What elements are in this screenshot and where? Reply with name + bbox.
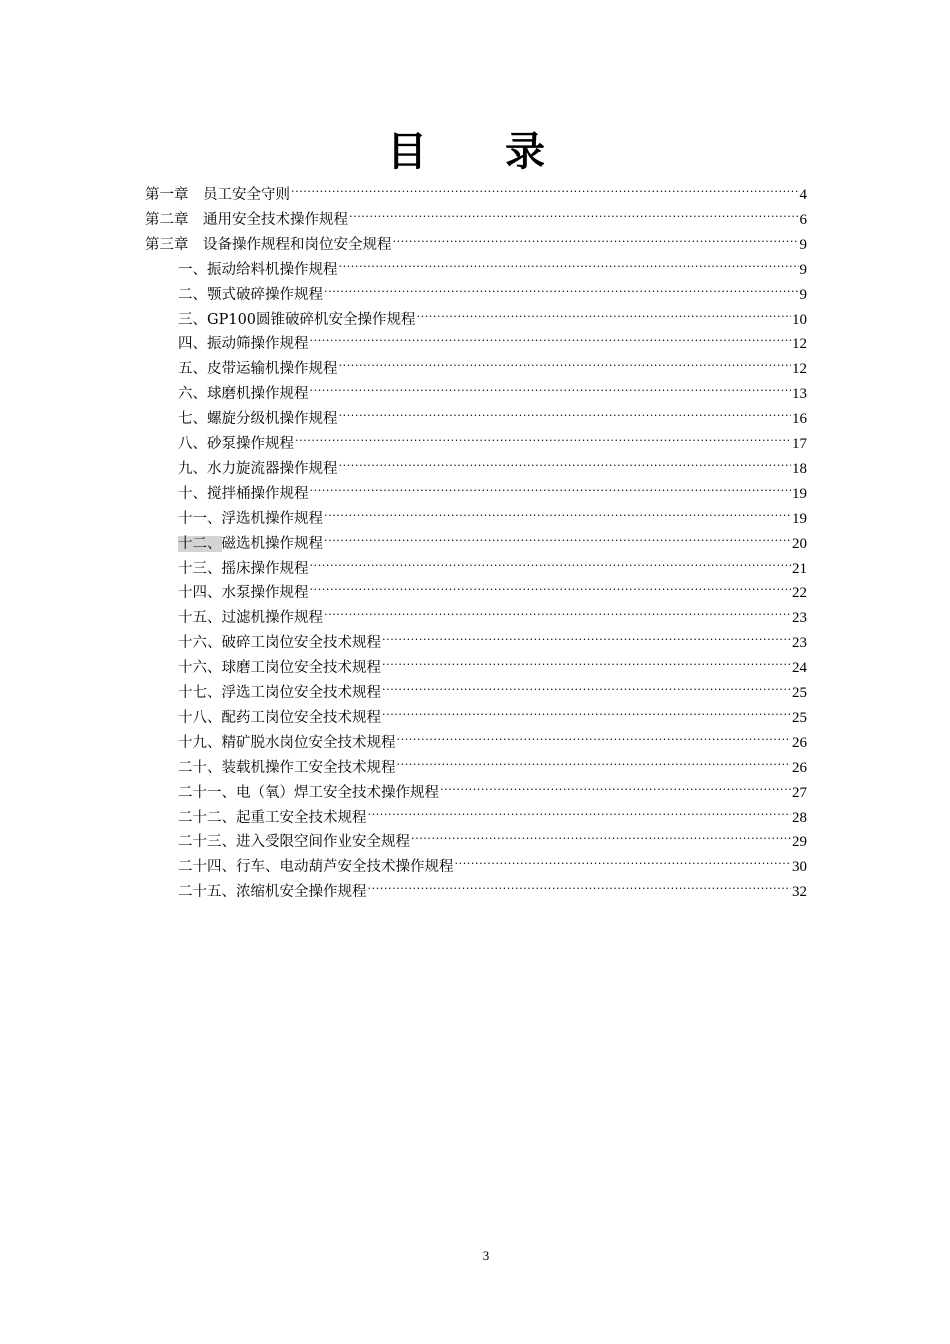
toc-entry-text: 砂泵操作规程	[207, 436, 294, 452]
toc-entry[interactable]	[178, 798, 807, 826]
toc-entry[interactable]	[178, 673, 807, 701]
toc-entry-page: 27	[792, 784, 807, 801]
toc-entry-page: 25	[792, 685, 807, 701]
toc-entry[interactable]	[178, 300, 807, 328]
toc-entry-text: 电（氧）焊工安全技术操作规程	[236, 784, 439, 801]
toc-entry-number: 二十、	[178, 759, 222, 776]
toc-entry[interactable]	[178, 349, 807, 378]
toc-entry[interactable]	[178, 847, 807, 876]
toc-dot-leader	[310, 573, 792, 597]
toc-dot-leader	[324, 499, 791, 523]
toc-entry-number: 二、	[178, 286, 207, 303]
toc-dot-leader	[393, 225, 799, 249]
toc-entry-text: 起重工安全技术规程	[236, 809, 367, 826]
toc-dot-leader	[440, 773, 791, 797]
toc-entry[interactable]	[178, 275, 807, 303]
toc-entry-text: 过滤机操作规程	[221, 610, 323, 627]
toc-entry[interactable]	[178, 374, 807, 403]
toc-entry-number: 十四、	[178, 585, 222, 602]
toc-entry[interactable]	[178, 474, 807, 502]
toc-entry-text: 螺旋分级机操作规程	[207, 411, 338, 428]
toc-entry-number: 十六、	[178, 660, 222, 677]
toc-entry[interactable]	[145, 225, 807, 253]
toc-dot-leader	[339, 449, 792, 473]
toc-dot-leader	[324, 524, 791, 548]
toc-dot-leader	[310, 474, 792, 498]
toc-entry-number: 九、	[178, 460, 207, 477]
toc-entry-text: 水泵操作规程	[221, 585, 309, 602]
toc-entry[interactable]	[178, 648, 807, 677]
toc-dot-leader	[349, 200, 799, 224]
toc-entry-text: 设备操作规程和岗位安全规程	[203, 236, 392, 253]
toc-title: 目 录	[387, 128, 577, 175]
toc-entry-text: 摇床操作规程	[221, 560, 309, 577]
toc-entry[interactable]	[178, 499, 807, 527]
toc-entry-page: 26	[792, 734, 807, 751]
toc-entry-page: 30	[792, 859, 807, 876]
toc-entry-number: 十六、	[178, 635, 222, 652]
toc-dot-leader	[368, 798, 792, 822]
toc-entry-number: 二十五、	[178, 884, 236, 901]
toc-entry-number: 第三章	[145, 236, 203, 253]
toc-entry-page: 24	[792, 660, 807, 677]
toc-entry-label	[178, 880, 367, 904]
toc-entry-page: 23	[792, 610, 807, 627]
toc-entry[interactable]	[178, 698, 807, 726]
toc-entry-text: 配药工岗位安全技术规程	[221, 709, 381, 726]
toc-entry-page: 10	[792, 311, 807, 328]
toc-entry-number: 七、	[178, 411, 207, 428]
toc-entry-page: 9	[799, 236, 807, 253]
toc-entry[interactable]	[178, 822, 807, 851]
toc-dot-leader	[291, 175, 799, 199]
toc-entry[interactable]	[178, 872, 807, 901]
toc-entry-number: 十、	[178, 485, 207, 502]
toc-entry-page: 17	[792, 436, 807, 452]
toc-entry-number: 四、	[178, 336, 207, 353]
toc-dot-leader	[324, 598, 791, 622]
toc-entry-number: 十五、	[178, 610, 222, 627]
toc-entry-number: 第一章	[145, 187, 203, 203]
toc-entry-page: 12	[792, 336, 807, 353]
toc-entry-number: 十八、	[178, 709, 222, 726]
toc-entry-number: 十七、	[178, 685, 222, 701]
toc-entry-text: GP100圆锥破碎机安全操作规程	[207, 311, 416, 328]
toc-entry[interactable]	[178, 748, 807, 776]
toc-dot-leader	[397, 723, 792, 747]
toc-entry-text: 进入受限空间作业安全规程	[236, 834, 410, 851]
toc-entry-number: 十二、	[178, 535, 222, 552]
toc-entry-number: 六、	[178, 386, 207, 403]
toc-entry-text: 水力旋流器操作规程	[207, 460, 338, 477]
toc-entry-page: 18	[792, 460, 807, 477]
toc-entry[interactable]	[178, 449, 807, 477]
toc-entry-page: 32	[792, 884, 807, 901]
toc-entry-page: 21	[792, 560, 807, 577]
toc-entry-text: 颚式破碎操作规程	[207, 286, 323, 303]
toc-entry-text: 装载机操作工安全技术规程	[221, 759, 396, 776]
toc-entry-text: 振动筛操作规程	[207, 336, 309, 353]
toc-entry-number: 十三、	[178, 560, 222, 577]
toc-entry[interactable]	[178, 549, 807, 577]
toc-entry-page: 29	[792, 834, 807, 851]
toc-entry[interactable]	[178, 250, 807, 278]
toc-dot-leader	[339, 399, 792, 423]
toc-entry-text: 球磨机操作规程	[207, 386, 309, 403]
toc-entry[interactable]	[178, 723, 807, 751]
toc-entry[interactable]	[178, 623, 807, 652]
toc-dot-leader	[455, 847, 792, 871]
toc-entry-number: 五、	[178, 361, 207, 378]
toc-entry-text: 浓缩机安全操作规程	[236, 884, 367, 901]
toc-entry[interactable]	[145, 200, 807, 228]
toc-entry[interactable]	[178, 773, 807, 801]
toc-entry-page: 19	[792, 510, 807, 527]
toc-dot-leader	[382, 698, 791, 722]
toc-entry-number: 八、	[178, 436, 207, 452]
toc-entry-page: 4	[799, 187, 807, 203]
toc-entry-text: 通用安全技术操作规程	[203, 211, 348, 228]
toc-dot-leader	[368, 872, 792, 896]
toc-dot-leader	[339, 250, 799, 274]
toc-entry-number: 二十二、	[178, 809, 236, 826]
toc-entry-number: 十九、	[178, 734, 222, 751]
toc-entry-page: 28	[792, 809, 807, 826]
toc-entry-text: 浮选机操作规程	[221, 510, 323, 527]
toc-dot-leader	[417, 300, 791, 324]
toc-entry-number: 二十三、	[178, 834, 236, 851]
toc-entry[interactable]	[178, 424, 807, 452]
toc-dot-leader	[310, 549, 792, 573]
toc-entry-page: 16	[792, 411, 807, 428]
toc-dot-leader	[310, 374, 792, 398]
toc-dot-leader	[411, 822, 791, 846]
toc-entry-number: 二十一、	[178, 784, 236, 801]
toc-entry-page: 20	[792, 535, 807, 552]
toc-dot-leader	[397, 748, 792, 772]
toc-entry-page: 22	[792, 585, 807, 602]
toc-dot-leader	[295, 424, 791, 448]
toc-entry-text: 破碎工岗位安全技术规程	[221, 635, 381, 652]
toc-entry-page: 12	[792, 361, 807, 378]
toc-entry-number: 三、	[178, 311, 207, 328]
toc-dot-leader	[324, 275, 799, 299]
toc-entry-number: 二十四、	[178, 859, 236, 876]
toc-entry-number: 十一、	[178, 510, 222, 527]
toc-entry[interactable]	[145, 175, 807, 203]
toc-entry-page: 19	[792, 485, 807, 502]
toc-entry-text: 振动给料机操作规程	[207, 261, 338, 278]
toc-entry[interactable]	[178, 598, 807, 627]
toc-entry-page: 9	[799, 286, 807, 303]
toc-entry-page: 6	[799, 211, 807, 228]
toc-entry-text: 行车、电动葫芦安全技术操作规程	[236, 859, 454, 876]
toc-entry-page: 23	[792, 635, 807, 652]
toc-entry-number: 第二章	[145, 211, 203, 228]
toc-entry-text: 球磨工岗位安全技术规程	[221, 660, 381, 677]
toc-dot-leader	[339, 349, 792, 373]
toc-entry-text: 皮带运输机操作规程	[207, 361, 338, 378]
toc-entry[interactable]	[178, 524, 807, 552]
toc-entry[interactable]	[178, 573, 807, 602]
toc-entry-text: 磁选机操作规程	[221, 535, 323, 552]
toc-entry-number: 一、	[178, 261, 207, 278]
toc-entry-text: 浮选工岗位安全技术规程	[221, 685, 381, 701]
toc-entry-page: 26	[792, 759, 807, 776]
toc-entry-page: 9	[799, 261, 807, 278]
toc-entry-text: 精矿脱水岗位安全技术规程	[221, 734, 396, 751]
toc-dot-leader	[310, 324, 792, 348]
toc-dot-leader	[382, 648, 791, 672]
toc-dot-leader	[382, 623, 791, 647]
toc-dot-leader	[382, 673, 791, 697]
toc-entry[interactable]	[178, 399, 807, 428]
toc-entry-text: 搅拌桶操作规程	[207, 485, 309, 502]
toc-entry-page: 13	[792, 386, 807, 403]
toc-entry-page: 25	[792, 709, 807, 726]
page-number: 3	[482, 1248, 490, 1263]
toc-entry[interactable]	[178, 324, 807, 353]
toc-entry-text: 员工安全守则	[203, 187, 290, 203]
